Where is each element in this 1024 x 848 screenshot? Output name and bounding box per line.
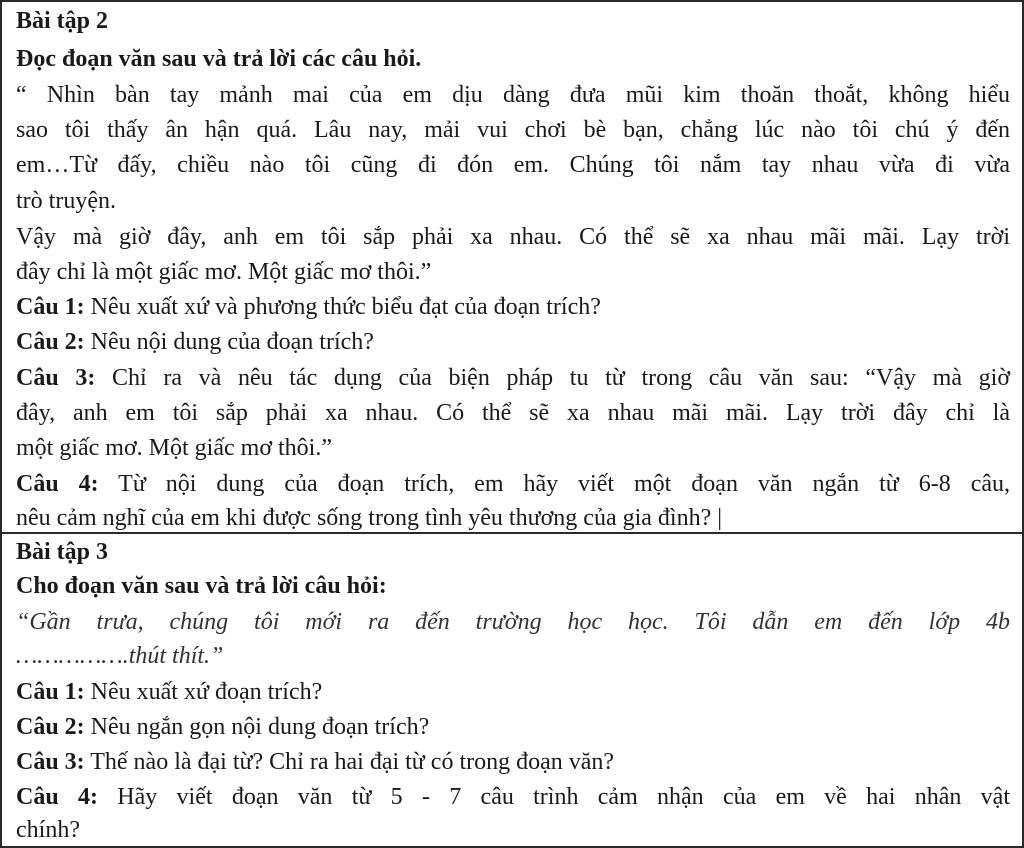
question-2 — [16, 325, 1010, 359]
question-label: Câu 1: — [16, 679, 85, 705]
question-2 — [16, 710, 1010, 744]
question-1 — [16, 675, 1010, 709]
question-label: Câu 2: — [16, 714, 85, 740]
question-1 — [16, 290, 1010, 324]
question-3 — [16, 361, 1010, 395]
section-divider — [2, 532, 1022, 534]
question-label: Câu 4: — [16, 471, 99, 497]
exercise-2-box — [16, 4, 1010, 532]
question-label: Câu 4: — [16, 784, 98, 810]
passage-line: “ Nhìn bàn tay mảnh mai của em dịu dàng đưa mũi kim thoăn thoắt, không hiểu — [16, 82, 1010, 108]
question-label: Câu 3: — [16, 749, 85, 775]
question-3-continuation: một giấc mơ. Một giấc mơ thôi.” — [16, 435, 332, 461]
question-text: Chỉ ra và nêu tác dụng của biện pháp tu từ trong câu văn sau: “Vậy mà giờ — [95, 365, 1011, 391]
question-4 — [16, 467, 1010, 501]
passage-line: …………….thút thít.” — [16, 643, 224, 669]
question-text: Thế nào là đại từ? Chỉ ra hai đại từ có trong đoạn văn? — [84, 749, 615, 775]
question-text: Nêu xuất xứ đoạn trích? — [84, 679, 323, 705]
passage-line: “Gần trưa, chúng tôi mới ra đến trường học học. Tôi dẫn em đến lớp 4b — [16, 609, 1010, 635]
question-label: Câu 1: — [16, 294, 85, 320]
exercise-3-box — [16, 535, 1010, 845]
question-4-continuation: chính? — [16, 817, 80, 843]
passage-line: Vậy mà giờ đây, anh em tôi sắp phải xa nhau. Có thể sẽ xa nhau mãi mãi. Lạy trời — [16, 224, 1010, 250]
exercise-3-title: Bài tập 3 — [16, 539, 109, 565]
question-label: Câu 2: — [16, 329, 85, 355]
exercise-2-instruction: Đọc đoạn văn sau và trả lời các câu hỏi. — [16, 46, 422, 72]
question-text: Nêu ngắn gọn nội dung đoạn trích? — [84, 714, 430, 740]
question-4-continuation: nêu cảm nghĩ của em khi được sống trong tình yêu thương của gia đình? | — [16, 505, 723, 531]
passage-line: em…Từ đấy, chiều nào tôi cũng đi đón em. Chúng tôi nắm tay nhau vừa đi vừa — [16, 152, 1010, 178]
question-text: Nêu xuất xứ và phương thức biểu đạt của đoạn trích? — [84, 294, 601, 320]
question-text: Nêu nội dung của đoạn trích? — [84, 329, 374, 355]
question-4 — [16, 780, 1010, 814]
question-text: Hãy viết đoạn văn từ 5 - 7 câu trình cảm nhận của em về hai nhân vật — [97, 784, 1010, 810]
question-text: Từ nội dung của đoạn trích, em hãy viết một đoạn văn ngắn từ 6-8 câu, — [98, 471, 1011, 497]
passage-line: sao tôi thấy ân hận quá. Lâu nay, mải vui chơi bè bạn, chẳng lúc nào tôi chú ý đến — [16, 117, 1010, 143]
question-3 — [16, 745, 1010, 779]
passage-line: trò truyện. — [16, 188, 116, 214]
exercise-3-instruction: Cho đoạn văn sau và trả lời câu hỏi: — [16, 573, 387, 599]
passage-line: đây chỉ là một giấc mơ. Một giấc mơ thôi.” — [16, 259, 432, 285]
question-label: Câu 3: — [16, 365, 96, 391]
exercise-2-title: Bài tập 2 — [16, 8, 109, 34]
question-3-continuation: đây, anh em tôi sắp phải xa nhau. Có thể sẽ xa nhau mãi mãi. Lạy trời đây chỉ là — [16, 400, 1010, 426]
